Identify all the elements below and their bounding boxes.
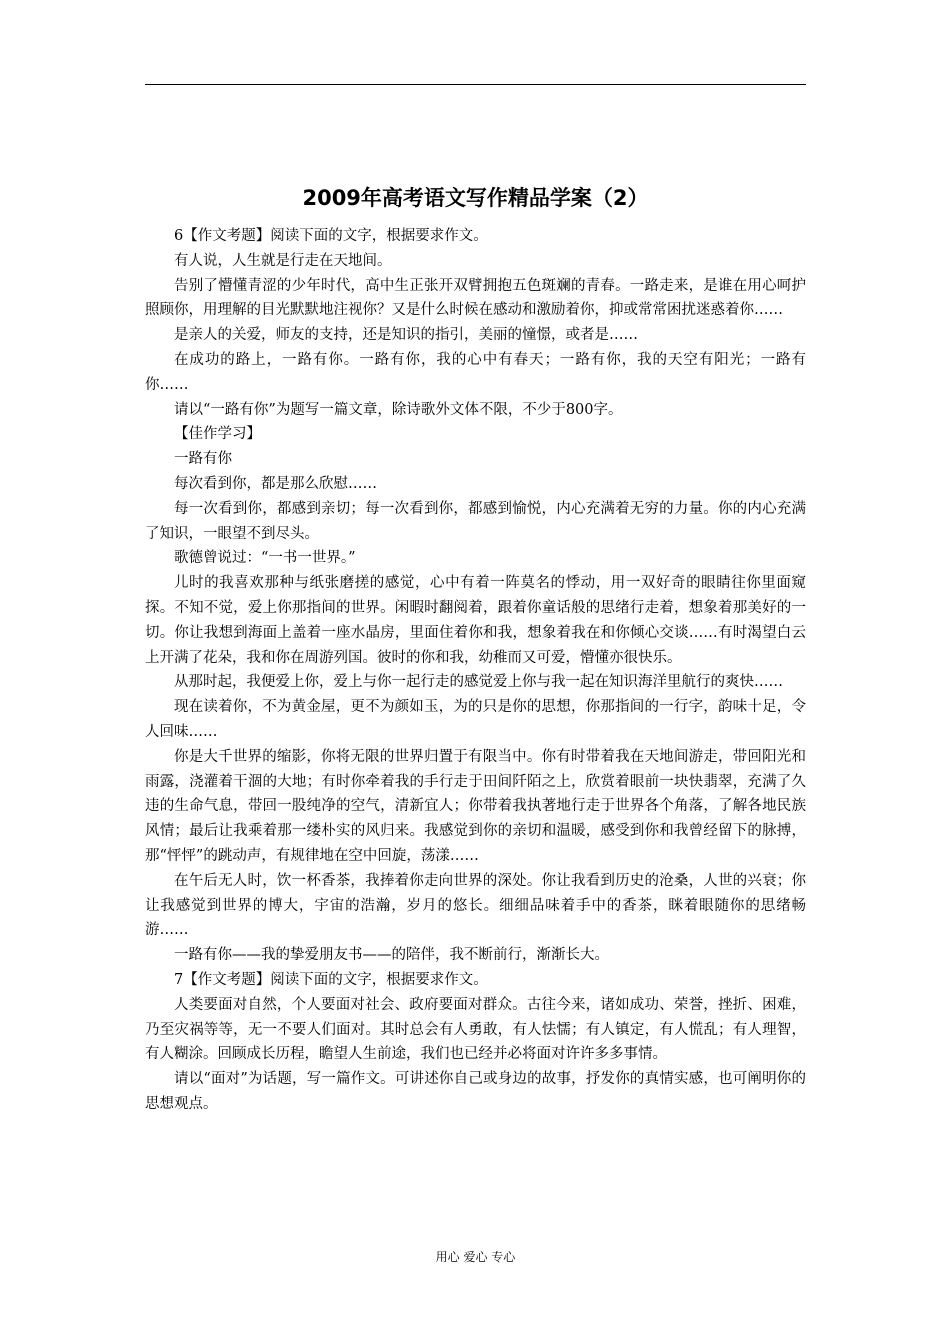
paragraph: 每一次看到你，都感到亲切；每一次看到你，都感到愉悦，内心充满着无穷的力量。你的内心充满了知识，一眼望不到尽头。 <box>145 500 806 542</box>
paragraph: 一路有你——我的挚爱朋友书——的陪伴，我不断前行，渐渐长大。 <box>174 947 609 964</box>
document-body <box>145 224 806 1117</box>
paragraph: 有人说，人生就是行走在天地间。 <box>174 252 392 269</box>
page-footer: 用心 爱心 专心 <box>435 1250 516 1264</box>
paragraph: 你是大千世界的缩影，你将无限的世界归置于有限当中。你有时带着我在天地间游走，带回阳光和雨露，浇灌着干涸的大地；有时你牵着我的手行走于田间阡陌之上，欣赏着眼前一块快翡翠，充满了久违的生命气息，带回一股纯净的空气，清新宜人；你带着我执著地行走于世界各个角落，了解各地民族风情；最后让我乘着那一缕朴实的风归来。我感觉到你的亲切和温暖，感受到你和我曾经留下的脉搏，那“怦怦”的跳动声，有规律地在空中回旋，荡漾…… <box>145 748 806 864</box>
paragraph: 7【作文考题】阅读下面的文字，根据要求作文。 <box>174 971 488 988</box>
paragraph: 请以“面对”为话题，写一篇作文。可讲述你自己或身边的故事，抒发你的真情实感，也可阐明你的思想观点。 <box>145 1071 806 1112</box>
paragraph: 歌德曾说过：“一书一世界。” <box>174 550 356 567</box>
paragraph: 每次看到你，都是那么欣慰…… <box>174 475 377 492</box>
essay-title: 一路有你 <box>174 451 232 468</box>
paragraph: 从那时起，我便爱上你，爱上与你一起行走的感觉爱上你与我一起在知识海洋里航行的爽快…… <box>174 674 783 691</box>
paragraph: 在午后无人时，饮一杯香茶，我捧着你走向世界的深处。你让我看到历史的沧桑，人世的兴衰；你让我感觉到世界的博大，宇宙的浩瀚，岁月的悠长。细细品味着手中的香茶，眯着眼随你的思绪畅游…… <box>145 872 806 939</box>
paragraph: 请以“一路有你”为题写一篇文章，除诗歌外文体不限，不少于800字。 <box>174 401 623 418</box>
header-rule <box>145 84 806 85</box>
paragraph: 儿时的我喜欢那种与纸张磨搓的感觉，心中有着一阵莫名的悸动，用一双好奇的眼睛往你里面窥探。不知不觉，爱上你那指间的世界。闲暇时翻阅着，跟着你童话般的思绪行走着，想象着那美好的一切。你让我想到海面上盖着一座水晶房，里面住着你和我，想象着我在和你倾心交谈……有时渴望白云上开满了花朵，我和你在周游列国。彼时的你和我，幼稚而又可爱，懵懂亦很快乐。 <box>145 575 806 666</box>
paragraph: 是亲人的关爱，师友的支持，还是知识的指引，美丽的憧憬，或者是…… <box>174 327 638 344</box>
page-title: 2009年高考语文写作精品学案（2） <box>302 186 649 210</box>
paragraph: 6【作文考题】阅读下面的文字，根据要求作文。 <box>174 228 488 244</box>
paragraph: 现在读着你，不为黄金屋，更不为颜如玉，为的只是你的思想，你那指间的一行字，韵味十足，令人回味…… <box>145 699 806 740</box>
section-heading: 【佳作学习】 <box>174 426 261 443</box>
paragraph: 人类要面对自然，个人要面对社会、政府要面对群众。古往今来，诸如成功、荣誉，挫折、困难，乃至灾祸等等，无一不要人们面对。其时总会有人勇敢，有人怯懦；有人镇定，有人慌乱；有人理智，有人糊涂。回顾成长历程，瞻望人生前途，我们也已经并必将面对许许多多事情。 <box>145 996 806 1063</box>
paragraph: 告别了懵懂青涩的少年时代，高中生正张开双臂拥抱五色斑斓的青春。一路走来，是谁在用心呵护照顾你，用理解的目光默默地注视你？又是什么时候在感动和激励着你，抑或常常困扰迷惑着你…… <box>145 277 806 319</box>
paragraph: 在成功的路上，一路有你。一路有你，我的心中有春天；一路有你，我的天空有阳光；一路有你…… <box>145 351 806 393</box>
